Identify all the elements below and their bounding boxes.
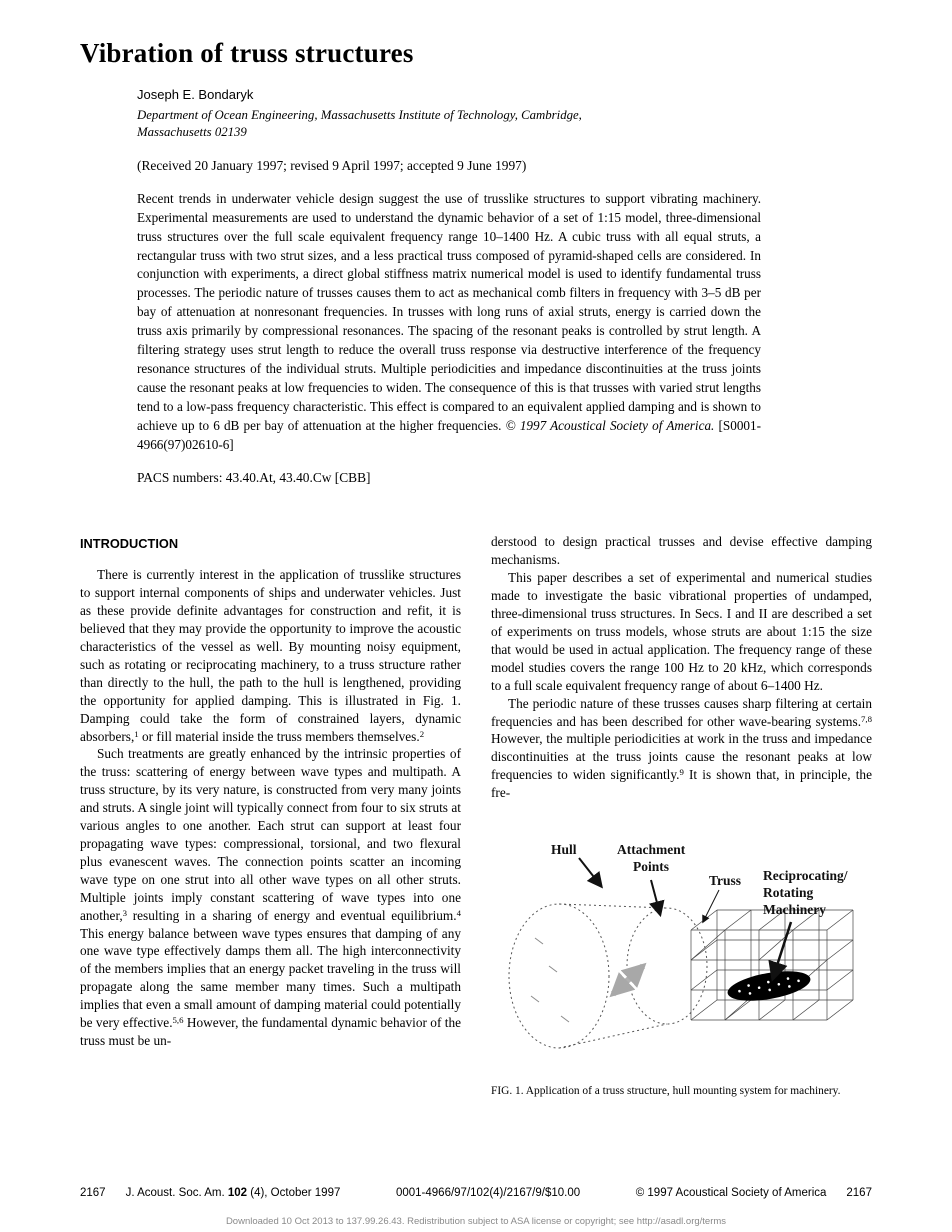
intro-paragraph-5: The periodic nature of these trusses causes sharp filtering at certain frequencies and has been described for other wave-bearing systems.$^{7,8}$ However, the multiple periodicities at work in the truss and impedance discontinuities at the truss joints cause the resonant peaks at low frequencies to widen significantly.$^9$ It is shown that, in principle, the fre- — [491, 695, 872, 801]
truss-pointer-arrow — [703, 890, 719, 922]
truss-lattice — [691, 910, 853, 1020]
hull-pointer-arrow — [579, 858, 601, 886]
page-number-right: 2167 — [846, 1187, 872, 1199]
hull-label: Hull — [551, 842, 577, 858]
machinery-label-line2: Rotating — [763, 885, 814, 901]
footer-left — [80, 1187, 340, 1199]
copyright-notice: © 1997 Acoustical Society of America — [635, 1187, 827, 1199]
download-notice: Downloaded 10 Oct 2013 to 137.99.26.43. Redistribution subject to ASA license or copyright; see http://asadl.org/terms — [225, 1216, 727, 1227]
two-column-body — [80, 533, 872, 1098]
journal-citation: J. Acoust. Soc. Am. 102 (4), October 1997 — [125, 1187, 341, 1199]
page-footer — [80, 1187, 872, 1199]
intro-paragraph-3: derstood to design practical trusses and devise effective damping mechanisms. — [491, 534, 872, 568]
machinery-label-line3: Machinery — [763, 902, 826, 918]
footer-center — [396, 1187, 580, 1199]
author-affiliation — [137, 107, 872, 141]
truss-label: Truss — [709, 873, 742, 889]
attachment-label-line1: Attachment — [617, 842, 686, 858]
document-code: 0001-4966/97/102(4)/2167/9/$10.00 — [395, 1187, 581, 1199]
author-name: Joseph E. Bondaryk — [137, 87, 254, 102]
intro-paragraph-2: Such treatments are greatly enhanced by the intrinsic properties of the truss: scattering of energy between wave types and multipath. A truss structure, by its very nature, is constructed from very many joints and struts. A single joint will typically connect from four to six struts at various angles to one another. Each strut can support at least four propagating wave types: compressional, torsional, and two flexural plus evanescent waves. The connection points scatter an incoming wave type on one strut into all other wave types on all other struts. Multiple joints imply constant scattering of wave types into one another,$^3$ resulting in a sharing of energy and eventual equilibrium.$^4$ This energy balance between wave types ensures that damping of any one wave type effectively damps them all. The high interconnectivity of the members implies that an energy packet traveling in the truss will propagate along the same member many times. Such a multipath implies that even a small amount of damping material could potentially be very effective.$^{5,6}$ However, the fundamental dynamic behavior of the truss must be un- — [80, 746, 462, 1048]
hull-cylinder — [509, 904, 707, 1048]
figure-1 — [491, 834, 872, 1099]
pacs-numbers: PACS numbers: 43.40.At, 43.40.Cw [CBB] — [137, 470, 371, 486]
page-number-left: 2167 — [80, 1187, 106, 1199]
received-dates: (Received 20 January 1997; revised 9 April 1997; accepted 9 June 1997) — [137, 157, 527, 173]
intro-paragraph-1: There is currently interest in the application of trusslike structures to support internal components of ships and underwater vehicles. Just as these provide definite advantages for construction and refit, it is believed that they may provide the opportunity to improve the acoustic characteristics of the vessel as well. By mounting noisy equipment, such as rotating or reciprocating machinery, to a truss structure rather than directly to the hull, the path to the hull is lengthened, providing the opportunity for applied damping. This is illustrated in Fig. 1. Damping could take the form of constrained layers, dynamic absorbers,$^1$ or fill material inside the truss members themselves.$^2$ — [80, 567, 461, 744]
author-block — [137, 87, 872, 141]
left-column — [80, 533, 461, 1098]
hull-surface-texture — [531, 938, 569, 1022]
footer-right — [636, 1187, 872, 1199]
attachment-pointer-arrow — [651, 880, 660, 914]
intro-paragraph-4: This paper describes a set of experimental and numerical studies made to investigate the basic vibrational properties of undamped, three-dimensional truss structures. In Secs. I and II are described a set of experiments on truss models, whose struts are about 1:15 the size that would be used in actual application. The frequency range of these model studies covers the range 100 Hz to 20 kHz, which corresponds to a full scale equivalent frequency range of about 6–1400 Hz. — [491, 570, 872, 693]
section-heading-introduction: INTRODUCTION — [80, 536, 179, 552]
affiliation-line-2: Massachusetts 02139 — [137, 124, 247, 139]
double-arrow-icon — [613, 966, 643, 994]
affiliation-line-1: Department of Ocean Engineering, Massachusetts Institute of Technology, Cambridge, — [137, 108, 582, 122]
figure-1-diagram — [491, 834, 872, 1074]
figure-1-caption: FIG. 1. Application of a truss structure, hull mounting system for machinery. — [491, 1085, 841, 1098]
attachment-label-line2: Points — [633, 859, 670, 875]
paper-title: Vibration of truss structures — [80, 38, 414, 68]
right-column — [491, 533, 872, 1098]
machinery-label-line1: Reciprocating/ — [763, 868, 848, 884]
machinery-pointer-arrow — [773, 922, 791, 978]
abstract: Recent trends in underwater vehicle design suggest the use of trusslike structures to support vibrating machinery. Experimental measurements are used to understand the dynamic behavior of a set of 1:15 model, three-dimensional truss structures over the full scale equivalent frequency range 10–1400 Hz. A cubic truss with all equal struts, a rectangular truss with two strut sizes, and a less practical truss composed of pyramid-shaped cells are considered. In conjunction with experiments, a direct global stiffness matrix numerical model is used to identify fundamental truss processes. The periodic nature of trusses causes them to act as mechanical comb filters in frequency with 3–5 dB per bay of attenuation at nonresonant frequencies. In trusses with long runs of axial struts, energy is carried down the truss axis primarily by compressional resonances. The spacing of the resonant peaks is controlled by strut length. A filtering strategy uses strut length to reduce the overall truss response via destructive interference of the frequency resonance structures of the individual struts. Multiple periodicities and impedance discontinuities at the truss joints cause the resonant peaks at low frequencies to widen. The consequence of this is that trusses with varied strut lengths tend to a low-pass frequency characteristic. This effect is compared to an equivalent applied damping and is shown to achieve up to 6 dB per bay of attenuation at the higher frequencies. © 1997 Acoustical Society of America. [S0001-4966(97)02610-6] — [137, 190, 761, 452]
